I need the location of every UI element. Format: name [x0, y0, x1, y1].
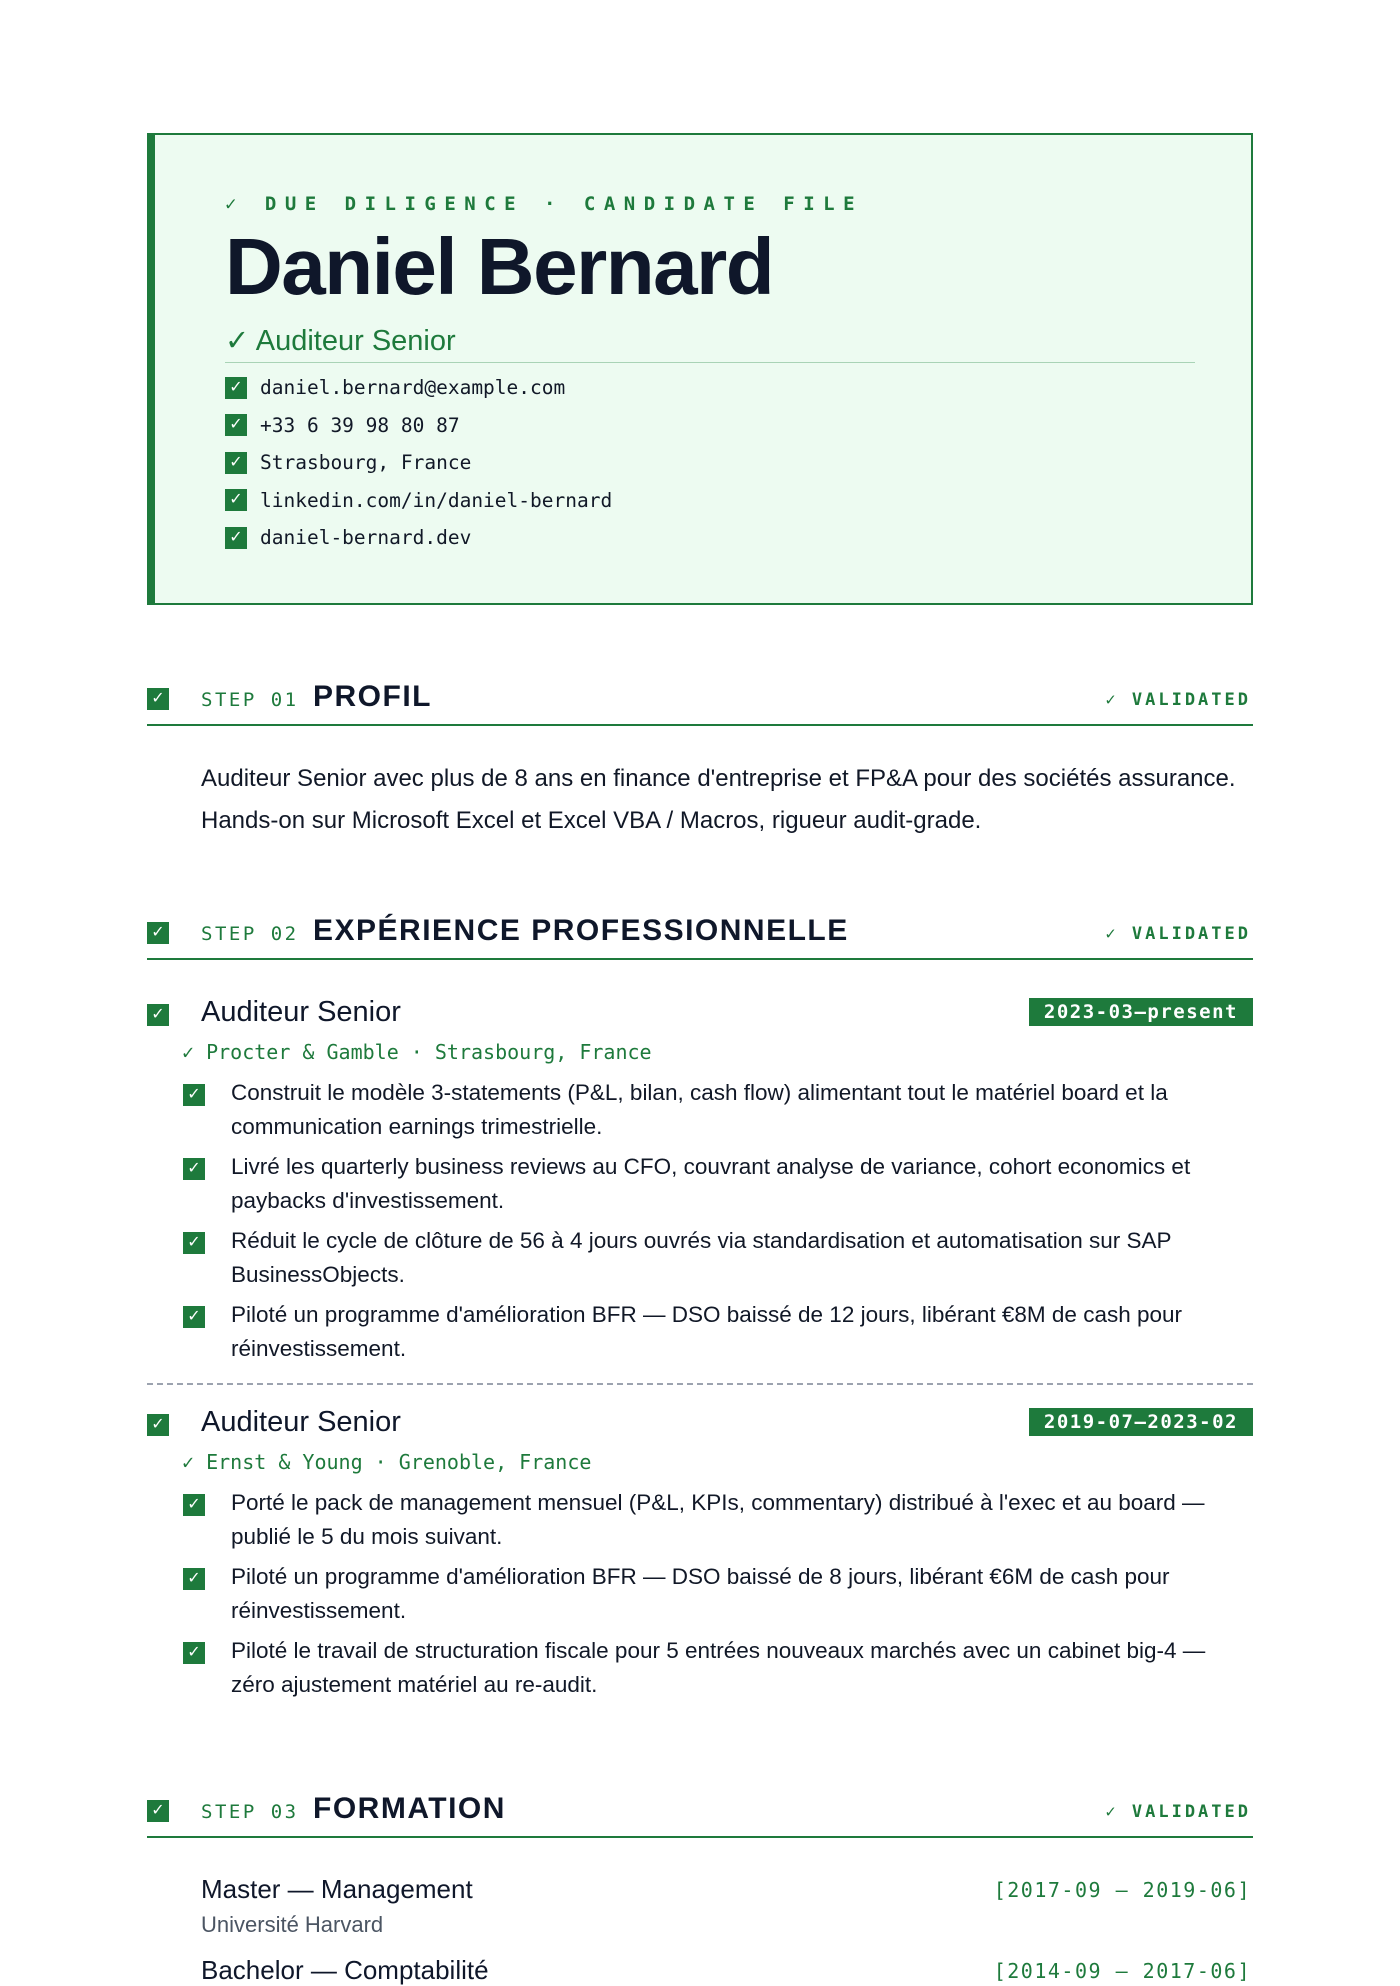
checkbox-icon: ✓: [225, 377, 247, 399]
list-item: [183, 1634, 1253, 1702]
checkbox-icon: ✓: [183, 1568, 205, 1590]
contact-website: [225, 519, 612, 557]
section-step: STEP 01: [201, 689, 299, 711]
job-dates-badge: 2019-07—2023-02: [1029, 1408, 1253, 1436]
contact-phone: [225, 407, 612, 445]
section-step: STEP 03: [201, 1801, 299, 1823]
section-status: ✓ VALIDATED: [1105, 690, 1251, 710]
section-header-experience: [147, 908, 1253, 960]
list-item: [183, 1150, 1253, 1218]
checkbox-icon: ✓: [147, 922, 169, 944]
section-title: PROFIL: [313, 680, 432, 713]
checkbox-icon: ✓: [183, 1158, 205, 1180]
bullet-text: Piloté un programme d'amélioration BFR — DSO baissé de 12 jours, libérant €8M de cash pour réinvestissement.: [231, 1302, 1183, 1361]
job-separator: [147, 1383, 1253, 1385]
contact-location: [225, 444, 612, 482]
contact-linkedin-link[interactable]: linkedin.com/in/daniel-bernard: [260, 488, 613, 512]
section-status: ✓ VALIDATED: [1105, 1802, 1251, 1822]
contact-list: [225, 369, 612, 557]
bullet-text: Livré les quarterly business reviews au CFO, couvrant analyse de variance, cohort economics et paybacks d'investissement.: [231, 1154, 1191, 1213]
contact-location-text: Strasbourg, France: [260, 451, 472, 475]
bullet-text: Piloté un programme d'amélioration BFR — DSO baissé de 8 jours, libérant €6M de cash pour réinvestissement.: [231, 1564, 1170, 1623]
contact-linkedin: [225, 482, 612, 520]
section-title: FORMATION: [313, 1792, 506, 1825]
list-item: [183, 1076, 1253, 1144]
section-step: STEP 02: [201, 923, 299, 945]
checkbox-icon: ✓: [183, 1232, 205, 1254]
education-dates: [2017-09 – 2019-06]: [993, 1878, 1251, 1902]
bullet-text: Porté le pack de management mensuel (P&L, KPIs, commentary) distribué à l'exec et au board — publié le 5 du mois suivant.: [231, 1490, 1205, 1549]
header-eyebrow: ✓ DUE DILIGENCE · CANDIDATE FILE: [225, 193, 864, 215]
header-divider: [225, 362, 1195, 363]
list-item: [183, 1298, 1253, 1366]
checkbox-icon: ✓: [147, 1800, 169, 1822]
checkbox-icon: ✓: [183, 1084, 205, 1106]
education-degree: Master — Management: [201, 1874, 473, 1904]
checkbox-icon: ✓: [225, 452, 247, 474]
section-header-formation: [147, 1786, 1253, 1838]
contact-email-text[interactable]: daniel.bernard@example.com: [260, 376, 566, 400]
section-title: EXPÉRIENCE PROFESSIONNELLE: [313, 914, 849, 947]
candidate-name: Daniel Bernard: [225, 222, 774, 311]
job-title: Auditeur Senior: [201, 1406, 401, 1438]
checkbox-icon: ✓: [183, 1306, 205, 1328]
job-title: Auditeur Senior: [201, 996, 401, 1028]
bullet-text: Construit le modèle 3-statements (P&L, bilan, cash flow) alimentant tout le matériel board et la communication earnings trimestrielle.: [231, 1080, 1168, 1139]
checkbox-icon: ✓: [225, 527, 247, 549]
bullet-text: Réduit le cycle de clôture de 56 à 4 jours ouvrés via standardisation et automatisation sur SAP BusinessObjects.: [231, 1228, 1172, 1287]
checkbox-icon: ✓: [225, 414, 247, 436]
profile-summary: Auditeur Senior avec plus de 8 ans en finance d'entreprise et FP&A pour des sociétés assurance. Hands-on sur Microsoft Excel et Excel VBA / Macros, rigueur audit-grade.: [201, 765, 1236, 834]
list-item: [183, 1560, 1253, 1628]
job-bullets: [183, 1486, 1253, 1708]
contact-phone-text[interactable]: +33 6 39 98 80 87: [260, 413, 460, 437]
education-degree: Bachelor — Comptabilité: [201, 1955, 489, 1985]
checkbox-icon: ✓: [147, 688, 169, 710]
section-header-profil: [147, 674, 1253, 726]
candidate-role: ✓ Auditeur Senior: [225, 325, 456, 357]
candidate-header-card: [147, 133, 1253, 605]
education-school: Université Harvard: [201, 1912, 384, 1937]
checkbox-icon: ✓: [147, 1004, 169, 1026]
list-item: [183, 1486, 1253, 1554]
job-company: ✓ Procter & Gamble · Strasbourg, France: [182, 1040, 652, 1064]
job-bullets: [183, 1076, 1253, 1372]
bullet-text: Piloté le travail de structuration fiscale pour 5 entrées nouveaux marchés avec un cabinet big-4 — zéro ajustement matériel au re-audit.: [231, 1638, 1206, 1697]
section-status: ✓ VALIDATED: [1105, 924, 1251, 944]
contact-email: [225, 369, 612, 407]
checkbox-icon: ✓: [147, 1414, 169, 1436]
checkbox-icon: ✓: [183, 1494, 205, 1516]
job-company: ✓ Ernst & Young · Grenoble, France: [182, 1450, 592, 1474]
checkbox-icon: ✓: [183, 1642, 205, 1664]
checkbox-icon: ✓: [225, 489, 247, 511]
contact-website-link[interactable]: daniel-bernard.dev: [260, 526, 472, 550]
job-dates-badge: 2023-03—present: [1029, 998, 1253, 1026]
education-dates: [2014-09 – 2017-06]: [993, 1959, 1251, 1983]
list-item: [183, 1224, 1253, 1292]
